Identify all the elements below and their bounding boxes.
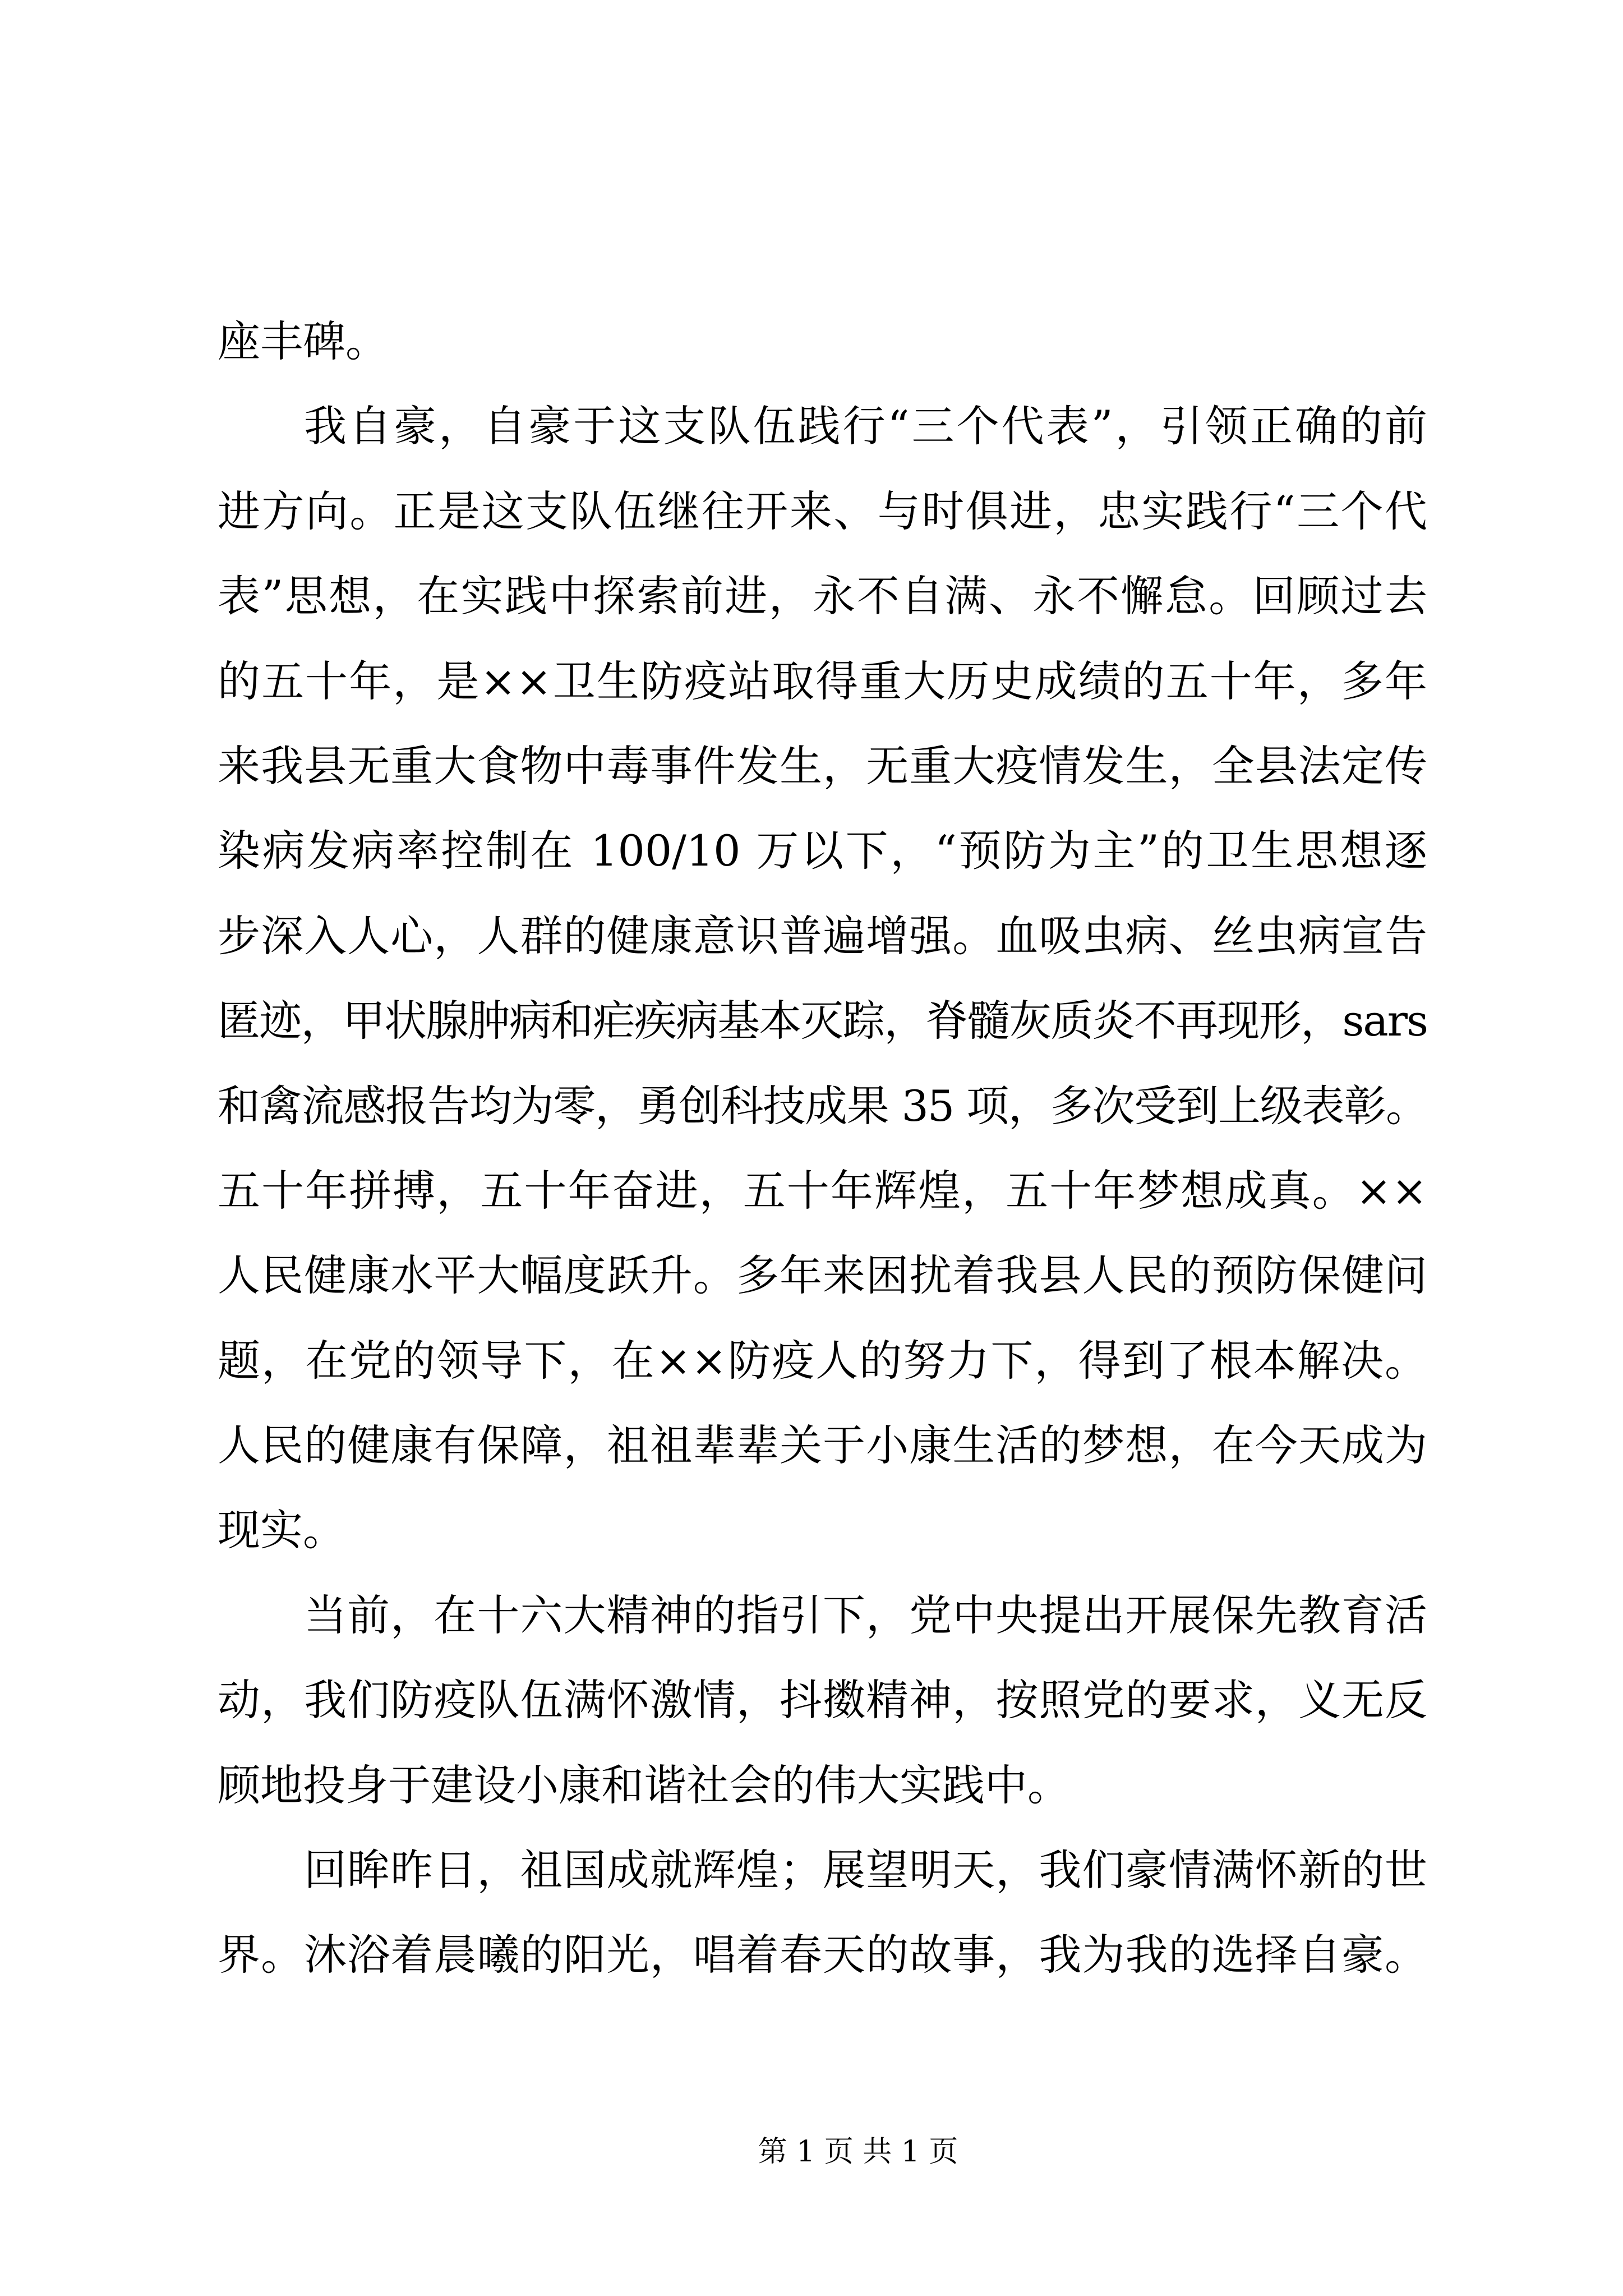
text-line: 座丰碑。	[218, 316, 388, 366]
paragraph	[218, 1573, 1427, 1828]
text-line: 题，在党的领导下，在××防疫人的努力下，得到了根本解决。	[218, 1335, 1427, 1386]
text-line: 人民健康水平大幅度跃升。多年来困扰着我县人民的预防保健问	[218, 1250, 1427, 1301]
text-line: 动，我们防疫队伍满怀激情，抖擞精神，按照党的要求，义无反	[218, 1675, 1427, 1726]
text-line: 现实。	[218, 1505, 345, 1556]
paragraph	[218, 1828, 1427, 1998]
paragraph	[218, 384, 1427, 1572]
text-line: 五十年拼搏，五十年奋进，五十年辉煌，五十年梦想成真。××	[218, 1165, 1427, 1216]
text-line: 我自豪，自豪于这支队伍践行“三个代表”，引领正确的前	[304, 401, 1427, 452]
text-line: 的五十年，是××卫生防疫站取得重大历史成绩的五十年，多年	[218, 656, 1427, 706]
text-line: 来我县无重大食物中毒事件发生，无重大疫情发生，全县法定传	[218, 740, 1427, 791]
text-line: 匿迹，甲状腺肿病和疟疾病基本灭踪，脊髓灰质炎不再现形，sars	[218, 996, 1427, 1046]
body-text	[218, 299, 1427, 1998]
text-line: 顾地投身于建设小康和谐社会的伟大实践中。	[218, 1760, 1070, 1810]
text-line: 染病发病率控制在 100/10 万以下，“预防为主”的卫生思想逐	[218, 826, 1427, 876]
text-line: 进方向。正是这支队伍继往开来、与时俱进，忠实践行“三个代	[218, 486, 1427, 536]
text-line: 步深入人心，人群的健康意识普遍增强。血吸虫病、丝虫病宣告	[218, 910, 1427, 961]
paragraph	[218, 299, 1427, 384]
text-line: 表”思想，在实践中探索前进，永不自满、永不懈怠。回顾过去	[218, 571, 1427, 622]
text-line: 回眸昨日，祖国成就辉煌；展望明天，我们豪情满怀新的世	[304, 1845, 1427, 1895]
page-footer: 第 1 页 共 1 页	[758, 2135, 958, 2169]
text-line: 和禽流感报告均为零，勇创科技成果 35 项，多次受到上级表彰。	[218, 1080, 1427, 1131]
text-line: 当前，在十六大精神的指引下，党中央提出开展保先教育活	[304, 1590, 1427, 1640]
text-line: 界。沐浴着晨曦的阳光，唱着春天的故事，我为我的选择自豪。	[218, 1930, 1427, 1980]
text-line: 人民的健康有保障，祖祖辈辈关于小康生活的梦想，在今天成为	[218, 1420, 1427, 1471]
